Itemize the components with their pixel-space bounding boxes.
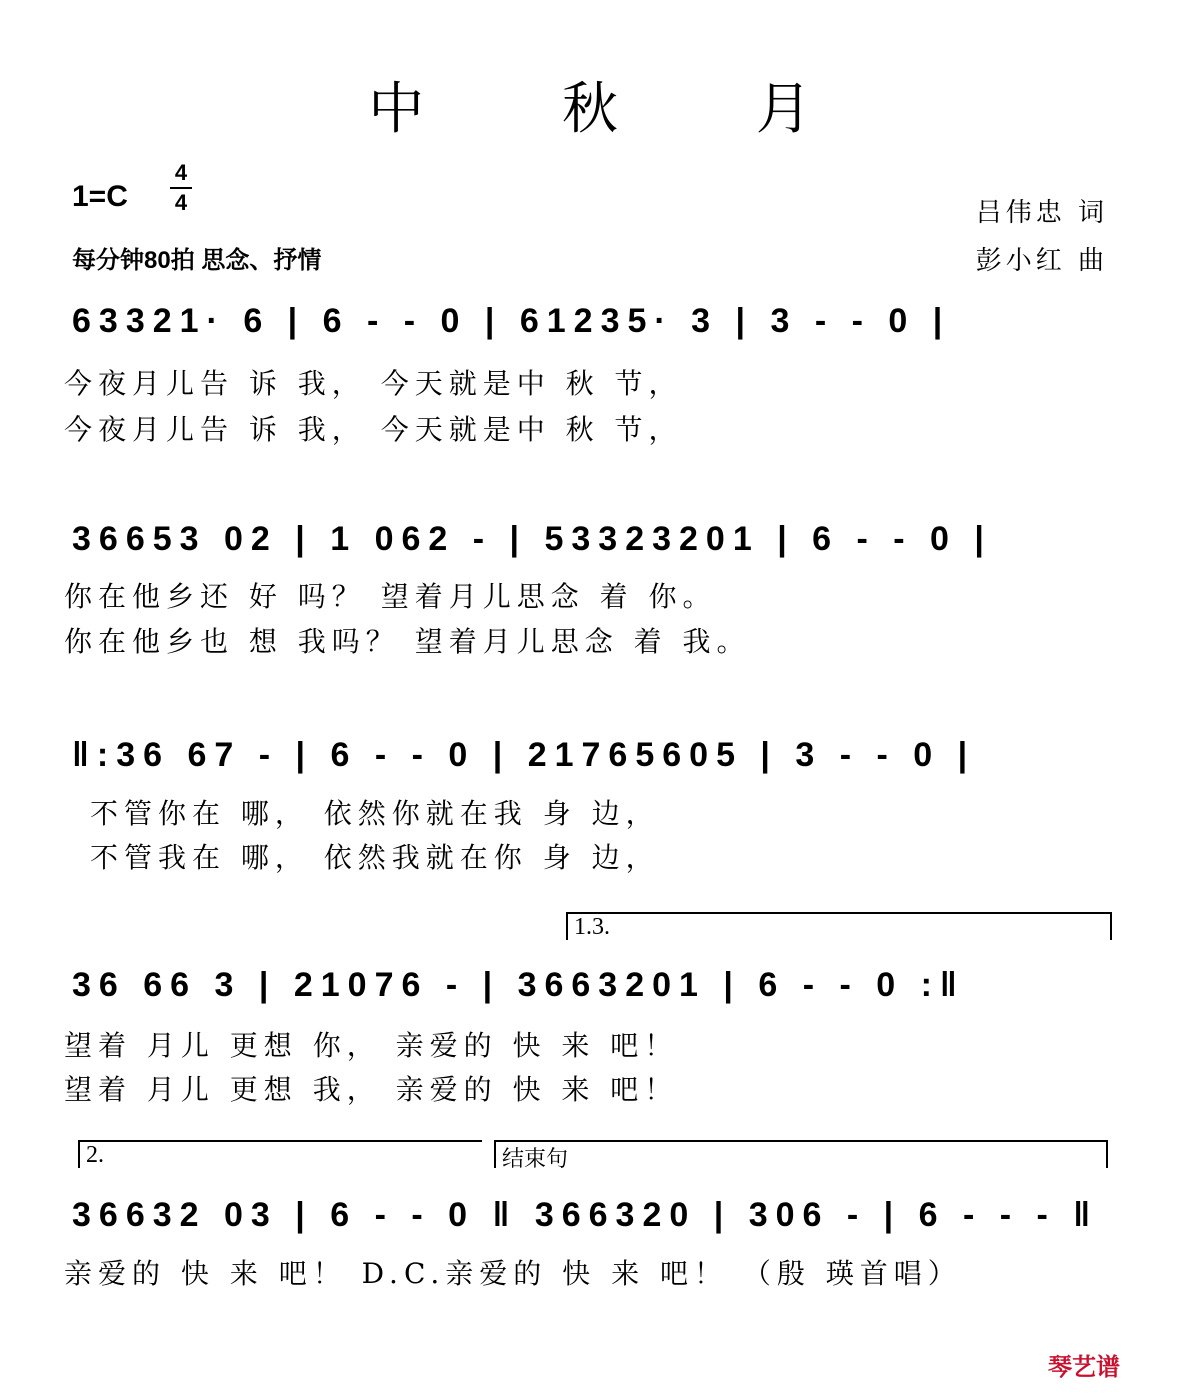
- lyrics-line-2-verse-2: 你在他乡也 想 我吗？ 望着月儿思念 着 我。: [64, 625, 751, 658]
- volta-bracket-1-right: [1110, 912, 1112, 940]
- volta-bracket-1-left: [566, 912, 568, 940]
- volta-2-label: 2.: [86, 1142, 104, 1168]
- lyrics-line-4-verse-1: 望着 月儿 更想 你， 亲爱的 快 来 吧！: [64, 1029, 679, 1062]
- notes-line-5: 36632 03 | 6 - - 0 ‖ 366320 | 306 - | 6 - - - ‖: [72, 1196, 1099, 1234]
- ending-label: 结束句: [502, 1147, 569, 1172]
- time-signature-top: 4: [174, 160, 188, 185]
- notes-line-4: 36 66 3 | 21076 - | 3663201 | 6 - - 0 :‖: [72, 966, 965, 1004]
- volta-1-label: 1.3.: [574, 914, 610, 940]
- lyrics-line-3-verse-2: 不管我在 哪， 依然我就在你 身 边，: [90, 841, 660, 874]
- lyricist: 吕伟忠 词: [975, 198, 1108, 228]
- lyrics-line-1-verse-1: 今夜月儿告 诉 我， 今天就是中 秋 节，: [64, 367, 683, 400]
- volta-bracket-1: [566, 912, 1112, 914]
- tempo-mood: 每分钟80拍 思念、抒情: [72, 247, 322, 274]
- volta-bracket-2: [78, 1140, 482, 1142]
- lyrics-line-5: 亲爱的 快 来 吧！ D.C.亲爱的 快 来 吧！ （殷 瑛首唱）: [64, 1257, 962, 1290]
- composer: 彭小红 曲: [975, 246, 1108, 276]
- ending-bracket: [494, 1140, 1108, 1142]
- volta-bracket-2-left: [78, 1140, 80, 1168]
- time-signature-bottom: 4: [174, 190, 188, 215]
- lyrics-line-2-verse-1: 你在他乡还 好 吗？ 望着月儿思念 着 你。: [64, 580, 717, 613]
- watermark-logo: 琴艺谱: [1048, 1353, 1120, 1381]
- lyrics-line-3-verse-1: 不管你在 哪， 依然你就在我 身 边，: [90, 797, 660, 830]
- ending-bracket-left: [494, 1140, 496, 1168]
- notes-line-3: ‖:36 67 - | 6 - - 0 | 21765605 | 3 - - 0 |: [72, 736, 976, 774]
- notes-line-1: 63321· 6 | 6 - - 0 | 61235· 3 | 3 - - 0 |: [72, 302, 951, 340]
- time-signature: [170, 160, 192, 216]
- page-title: 中 秋 月: [368, 77, 872, 142]
- lyrics-line-4-verse-2: 望着 月儿 更想 我， 亲爱的 快 来 吧！: [64, 1073, 679, 1106]
- key-signature: 1=C: [72, 180, 128, 213]
- notes-line-2: 36653 02 | 1 062 - | 53323201 | 6 - - 0 |: [72, 520, 992, 558]
- ending-bracket-right: [1106, 1140, 1108, 1168]
- time-signature-divider: [170, 187, 192, 189]
- lyrics-line-1-verse-2: 今夜月儿告 诉 我， 今天就是中 秋 节，: [64, 413, 683, 446]
